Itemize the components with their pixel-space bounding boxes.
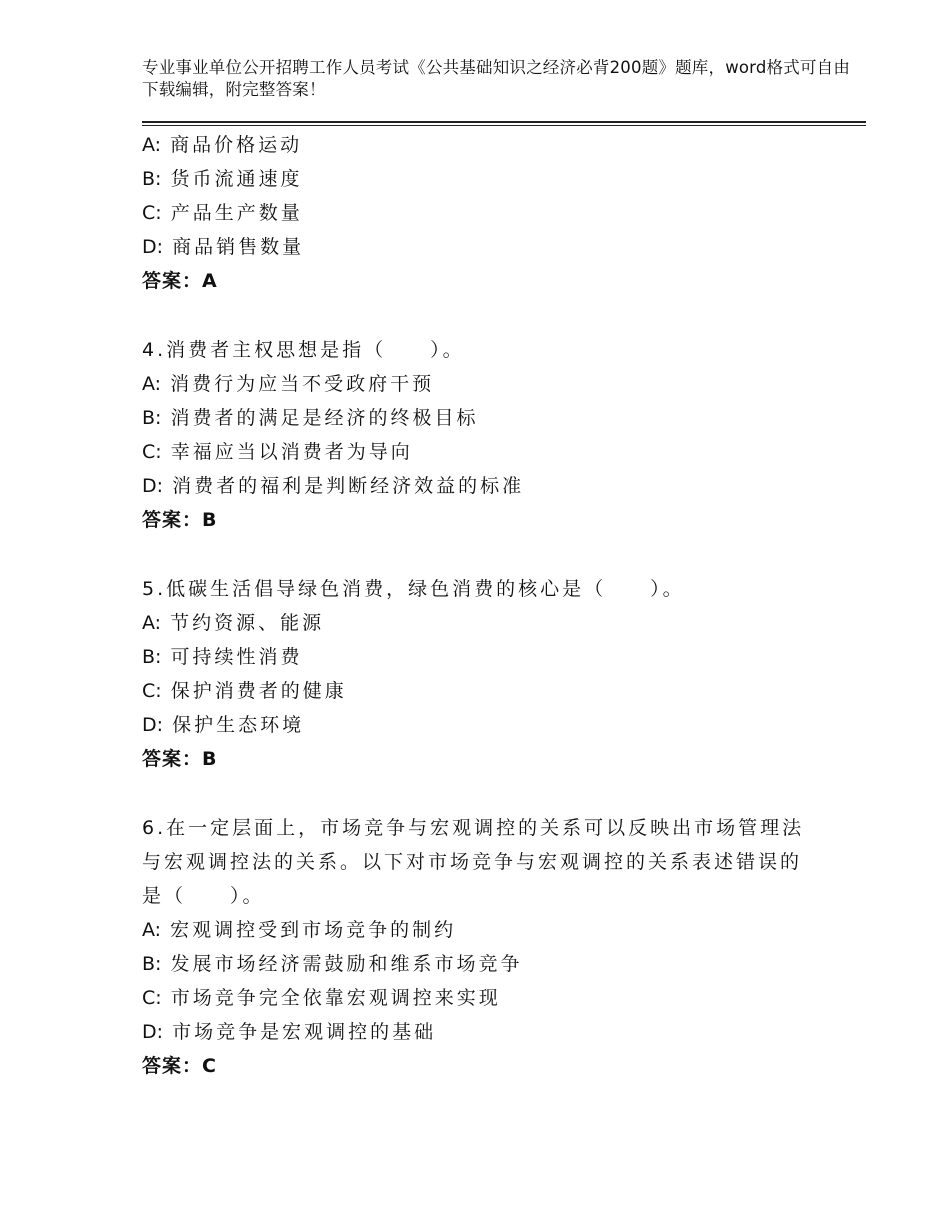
option-d: D: 消费者的福利是判断经济效益的标准 [142, 475, 525, 497]
question-stem-line: 是（ ）。 [142, 885, 265, 907]
option-b: B: 货币流通速度 [142, 168, 303, 190]
question-block [142, 572, 822, 776]
option-a: A: 商品价格运动 [142, 134, 303, 156]
answer: 答案：B [142, 748, 218, 770]
option-a: A: 节约资源、能源 [142, 612, 325, 634]
question-stem: 5.低碳生活倡导绿色消费，绿色消费的核心是（ ）。 [142, 578, 685, 600]
question-block [142, 128, 822, 298]
option-c: C: 产品生产数量 [142, 202, 303, 224]
option-c: C: 保护消费者的健康 [142, 680, 347, 702]
page-header: 专业事业单位公开招聘工作人员考试《公共基础知识之经济必背200题》题库，word格式可自由下载编辑，附完整答案！ [142, 58, 851, 99]
option-d: D: 商品销售数量 [142, 236, 305, 258]
header-rule-thin [142, 125, 866, 126]
header-rule [142, 121, 866, 123]
question-block [142, 811, 822, 1083]
option-a: A: 消费行为应当不受政府干预 [142, 373, 435, 395]
option-d: D: 保护生态环境 [142, 714, 305, 736]
option-a: A: 宏观调控受到市场竞争的制约 [142, 919, 457, 941]
option-c: C: 幸福应当以消费者为导向 [142, 441, 413, 463]
option-b: B: 可持续性消费 [142, 646, 303, 668]
question-list [142, 128, 822, 1083]
option-b: B: 消费者的满足是经济的终极目标 [142, 407, 479, 429]
option-b: B: 发展市场经济需鼓励和维系市场竞争 [142, 953, 523, 975]
question-block [142, 333, 822, 537]
option-c: C: 市场竞争完全依靠宏观调控来实现 [142, 987, 501, 1009]
question-stem-line: 与宏观调控法的关系。以下对市场竞争与宏观调控的关系表述错误的 [142, 851, 803, 873]
answer: 答案：A [142, 270, 218, 292]
answer: 答案：B [142, 509, 218, 531]
answer: 答案：C [142, 1055, 217, 1077]
question-stem: 4.消费者主权思想是指（ ）。 [142, 339, 465, 361]
question-stem-line: 6.在一定层面上，市场竞争与宏观调控的关系可以反映出市场管理法 [142, 817, 805, 839]
option-d: D: 市场竞争是宏观调控的基础 [142, 1021, 437, 1043]
